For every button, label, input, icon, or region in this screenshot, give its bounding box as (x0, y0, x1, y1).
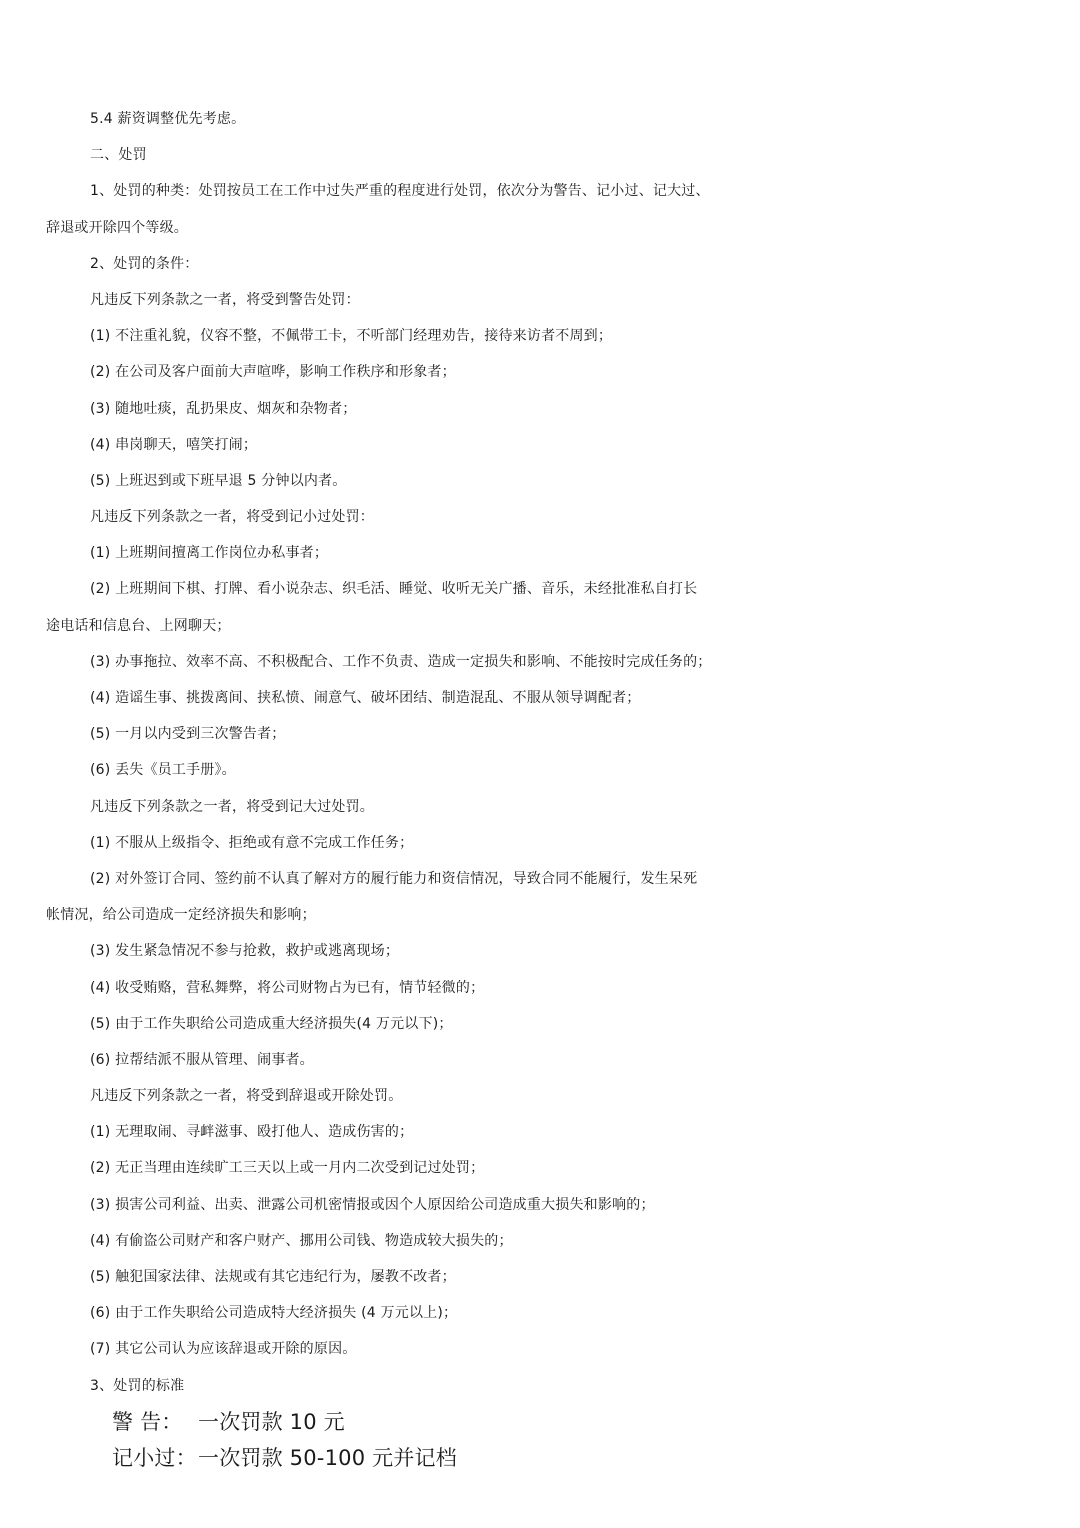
standard-value: 一次罚款 50-100 元并记档 (198, 1445, 457, 1470)
text-line: (7) 其它公司认为应该辞退或开除的原因。 (90, 1341, 357, 1358)
text-line: (1) 上班期间擅离工作岗位办私事者； (90, 545, 329, 562)
text-line: 5.4 薪资调整优先考虑。 (90, 111, 246, 127)
text-line: (5) 一月以内受到三次警告者； (90, 726, 286, 743)
text-line: (4) 造谣生事、挑拨离间、挟私愤、闹意气、破坏团结、制造混乱、不服从领导调配者； (90, 690, 641, 706)
text-line: 凡违反下列条款之一者，将受到记大过处罚。 (90, 798, 374, 815)
text-line: (1) 不注重礼貌，仪容不整，不佩带工卡，不听部门经理劝告，接待来访者不周到； (90, 328, 613, 345)
text-line: 1、处罚的种类：处罚按员工在工作中过失严重的程度进行处罚，依次分为警告、记小过、记大过、 (90, 183, 710, 200)
text-line: (3) 损害公司利益、出卖、泄露公司机密情报或因个人原因给公司造成重大损失和影响的； (90, 1196, 655, 1213)
text-line: (2) 对外签订合同、签约前不认真了解对方的履行能力和资信情况，导致合同不能履行，发生呆死 (90, 870, 698, 887)
text-line: (2) 上班期间下棋、打牌、看小说杂志、织毛活、睡觉、收听无关广播、音乐，未经批准私自打长 (90, 581, 698, 598)
text-line: (5) 由于工作失职给公司造成重大经济损失(4 万元以下)； (90, 1015, 453, 1032)
text-line: (3) 随地吐痰，乱扔果皮、烟灰和杂物者； (90, 400, 357, 417)
text-line: 二、处罚 (90, 147, 147, 164)
text-line: 途电话和信息台、上网聊天； (46, 617, 231, 634)
text-line: (5) 上班迟到或下班早退 5 分钟以内者。 (90, 472, 347, 489)
text-line: 辞退或开除四个等级。 (46, 219, 188, 236)
text-line: 3、处罚的标准 (90, 1377, 185, 1394)
text-line: (5) 触犯国家法律、法规或有其它违纪行为，屡教不改者； (90, 1269, 456, 1285)
text-line: (3) 办事拖拉、效率不高、不积极配合、工作不负责、造成一定损失和影响、不能按时完成任务的； (90, 653, 712, 670)
text-line: (3) 发生紧急情况不参与抢救，救护或逃离现场； (90, 943, 400, 960)
text-line: 2、处罚的条件： (90, 255, 199, 272)
standard-value: 一次罚款 10 元 (198, 1409, 345, 1434)
text-line: (6) 拉帮结派不服从管理、闹事者。 (90, 1051, 314, 1068)
standard-minor-demerit (0, 1440, 1080, 1476)
text-line: (4) 串岗聊天，嘻笑打闹； (90, 436, 258, 453)
standard-warning (0, 1404, 1080, 1440)
document-lines (0, 101, 1080, 1404)
text-line: (4) 收受贿赂，营私舞弊，将公司财物占为已有，情节轻微的； (90, 979, 485, 996)
text-line: 凡违反下列条款之一者，将受到辞退或开除处罚。 (90, 1088, 403, 1105)
text-line: (6) 由于工作失职给公司造成特大经济损失 (4 万元以上)； (90, 1305, 458, 1322)
standard-label: 记小过： (112, 1445, 197, 1470)
text-line: (2) 无正当理由连续旷工三天以上或一月内二次受到记过处罚； (90, 1160, 485, 1177)
text-line: 帐情况，给公司造成一定经济损失和影响； (46, 907, 316, 924)
document-body (0, 101, 1080, 1476)
text-line: (2) 在公司及客户面前大声喧哗，影响工作秩序和形象者； (90, 364, 456, 381)
standard-label: 警 告： (112, 1409, 183, 1434)
text-line: (1) 不服从上级指令、拒绝或有意不完成工作任务； (90, 834, 414, 851)
text-line: (4) 有偷盗公司财产和客户财产、挪用公司钱、物造成较大损失的； (90, 1232, 513, 1249)
text-line: (1) 无理取闹、寻衅滋事、殴打他人、造成伤害的； (90, 1124, 414, 1141)
text-line: (6) 丢失《员工手册》。 (90, 762, 236, 779)
text-line: 凡违反下列条款之一者，将受到警告处罚： (90, 291, 360, 308)
text-line: 凡违反下列条款之一者，将受到记小过处罚： (90, 509, 374, 526)
